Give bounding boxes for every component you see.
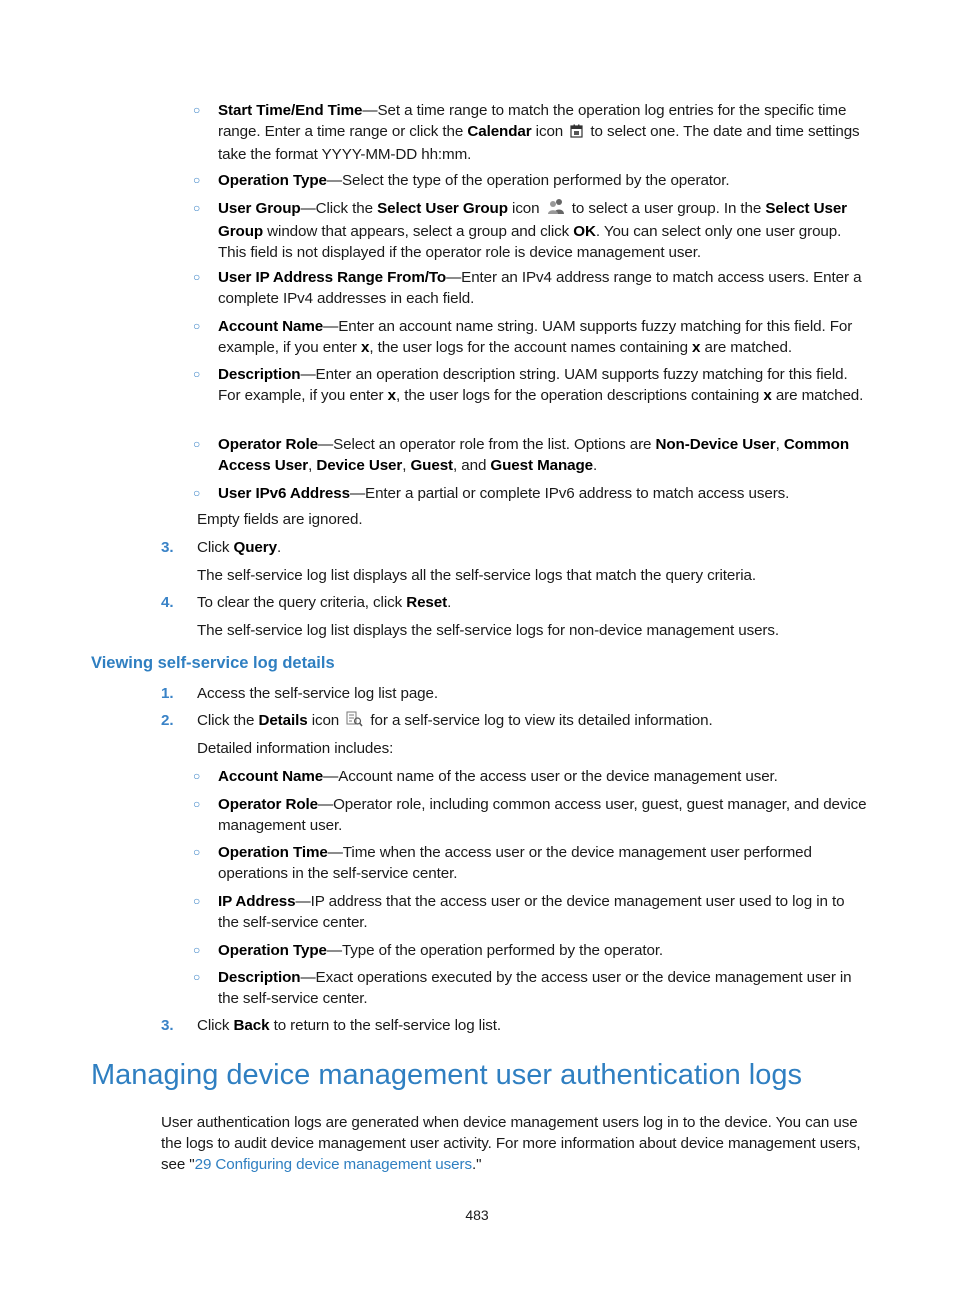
bold-term: Device User (316, 457, 403, 475)
text-run: , the user logs for the operation descriptions containing (395, 387, 764, 405)
list-item-term: User Group (218, 200, 301, 217)
text-run: —IP address that the access user or the device management user used to log in to the self-service center. (218, 893, 845, 932)
page-number: 483 (465, 1207, 489, 1223)
text-run: Click the (197, 712, 259, 729)
bold-term: x (361, 339, 370, 357)
text-run: . You can select only one user group. This field is not displayed if the operator role is device management user. (218, 223, 842, 262)
list-item (193, 100, 868, 166)
list-item (193, 766, 868, 787)
text-run: icon (507, 200, 544, 217)
text-run: . (447, 594, 452, 611)
bold-term: Reset (406, 594, 448, 611)
text-run: Click (197, 539, 234, 556)
list-item-term: Account Name (218, 318, 324, 335)
detail-intro: Detailed information includes: (197, 740, 394, 757)
step-number: 3. (161, 1017, 174, 1034)
list-item-term: User IPv6 Address (218, 485, 350, 502)
text-run: —Select an operator role from the list. Options are (317, 436, 656, 453)
step-item (161, 537, 867, 558)
text-run: are matched. (700, 339, 792, 357)
step-number: 4. (161, 594, 174, 611)
calendar-icon (570, 123, 583, 144)
bold-term: x (387, 387, 396, 405)
list-item (193, 198, 868, 264)
text-run: , (775, 436, 784, 453)
text-run: —Time when the access user or the device management user performed operations in the self-service center. (218, 844, 812, 883)
list-item (193, 794, 868, 836)
bullet-marker: ○ (193, 437, 201, 451)
text-run: —Set a time range to match the operation log entries for the specific time range. Enter a time range or click the (218, 102, 847, 141)
text-run: —Account name of the access user or the device management user. (323, 768, 778, 785)
list-item (193, 364, 868, 406)
chapter-heading: Managing device management user authentication logs (91, 1059, 802, 1091)
bullet-marker: ○ (193, 367, 201, 381)
list-item (193, 967, 868, 1009)
text-run: —Operator role, including common access user, guest, guest manager, and device management user. (218, 796, 867, 835)
device-management-users-link[interactable]: 29 Configuring device management users (194, 1156, 472, 1174)
bullet-marker: ○ (193, 270, 201, 284)
text-run: window that appears, select a group and click (263, 223, 574, 241)
text-run: —Select the type of the operation performed by the operator. (326, 172, 730, 189)
list-item-term: Operation Type (218, 172, 327, 189)
list-item (193, 316, 868, 358)
bullet-marker: ○ (193, 970, 201, 984)
step-number: 3. (161, 539, 174, 556)
intro-text-end: ." (471, 1156, 482, 1174)
text-run: . (593, 457, 598, 475)
list-item (193, 891, 868, 933)
step-number: 2. (161, 712, 174, 729)
step-item (161, 592, 867, 613)
bold-term: x (763, 387, 772, 405)
list-item-term: Description (218, 366, 301, 383)
list-item-term: Start Time/End Time (218, 102, 363, 119)
text-run: , and (453, 457, 491, 475)
list-item-term: Operation Type (218, 942, 327, 959)
bold-term: Calendar (467, 123, 532, 141)
bullet-marker: ○ (193, 797, 201, 811)
text-run: , the user logs for the account names containing (369, 339, 693, 357)
list-item-term: Operator Role (218, 796, 318, 813)
section-heading: Viewing self-service log details (91, 654, 335, 672)
step-item (161, 710, 867, 733)
bullet-marker: ○ (193, 486, 201, 500)
list-item (193, 940, 868, 961)
text-run: Click (197, 1017, 234, 1034)
text-run: —Type of the operation performed by the operator. (326, 942, 664, 959)
step-item (161, 683, 867, 704)
step-number: 1. (161, 685, 174, 702)
text-run: are matched. (771, 387, 864, 405)
list-item (193, 434, 868, 476)
user-group-icon (547, 198, 565, 221)
list-item (193, 483, 868, 504)
text-run: . (276, 539, 282, 556)
text-run: —Exact operations executed by the access user or the device management user in the self-service center. (218, 969, 852, 1008)
list-item (193, 267, 868, 309)
bold-term: Select User Group (218, 200, 847, 241)
bullet-marker: ○ (193, 845, 201, 859)
text-run: for a self-service log to view its detailed information. (366, 712, 713, 729)
bold-term: Back (233, 1017, 270, 1034)
list-item-term: User IP Address Range From/To (218, 269, 447, 286)
bold-term: x (692, 339, 701, 357)
step-result: The self-service log list displays all the self-service logs that match the query criteria. (197, 567, 756, 584)
bold-term: Select User Group (377, 200, 508, 217)
intro-paragraph (161, 1112, 871, 1176)
text-run: —Click the (300, 200, 378, 217)
text-run: icon (307, 712, 344, 729)
bullet-marker: ○ (193, 319, 201, 333)
bullet-marker: ○ (193, 894, 201, 908)
bold-term: Query (233, 539, 277, 556)
text-run: to return to the self-service log list. (269, 1017, 501, 1034)
bullet-marker: ○ (193, 769, 201, 783)
text-run: icon (531, 123, 568, 141)
empty-note: Empty fields are ignored. (197, 511, 363, 528)
step-item (161, 1015, 867, 1036)
list-item-term: Operator Role (218, 436, 318, 453)
text-run: , (402, 457, 411, 475)
text-run: to select a user group. In the (567, 200, 766, 217)
step-result: The self-service log list displays the self-service logs for non-device management users. (197, 622, 779, 639)
bold-term: OK (573, 223, 596, 241)
list-item-term: Operation Time (218, 844, 328, 861)
intro-text: User authentication logs are generated when device management users log in to the device. You can use the logs to audit device management user activity. For more information about device management users, see " (161, 1114, 861, 1174)
list-item-term: Description (218, 969, 301, 986)
text-run: To clear the query criteria, click (197, 594, 407, 611)
bold-term: Non-Device User (655, 436, 776, 453)
bullet-marker: ○ (193, 103, 201, 117)
text-run: Access the self-service log list page. (197, 685, 438, 702)
text-run: to select one. The date and time settings take the format YYYY-MM-DD hh:mm. (218, 123, 860, 164)
bold-term: Guest (410, 457, 454, 475)
bullet-marker: ○ (193, 173, 201, 187)
bold-term: Guest Manage (490, 457, 594, 475)
list-item-term: Account Name (218, 768, 324, 785)
text-run: —Enter an IPv4 address range to match access users. Enter a complete IPv4 addresses in each field. (218, 269, 862, 308)
list-item (193, 170, 868, 191)
list-item (193, 842, 868, 884)
text-run: , (308, 457, 317, 475)
text-run: —Enter an account name string. UAM supports fuzzy matching for this field. For example, if you enter (218, 318, 853, 357)
bullet-marker: ○ (193, 943, 201, 957)
list-item-term: IP Address (218, 893, 296, 910)
text-run: —Enter an operation description string. UAM supports fuzzy matching for this field. For example, if you enter (218, 366, 848, 405)
bold-term: Common Access User (218, 436, 850, 475)
details-icon (346, 711, 363, 733)
bullet-marker: ○ (193, 201, 201, 215)
bold-term: Details (258, 712, 308, 729)
text-run: —Enter a partial or complete IPv6 address to match access users. (349, 485, 790, 502)
